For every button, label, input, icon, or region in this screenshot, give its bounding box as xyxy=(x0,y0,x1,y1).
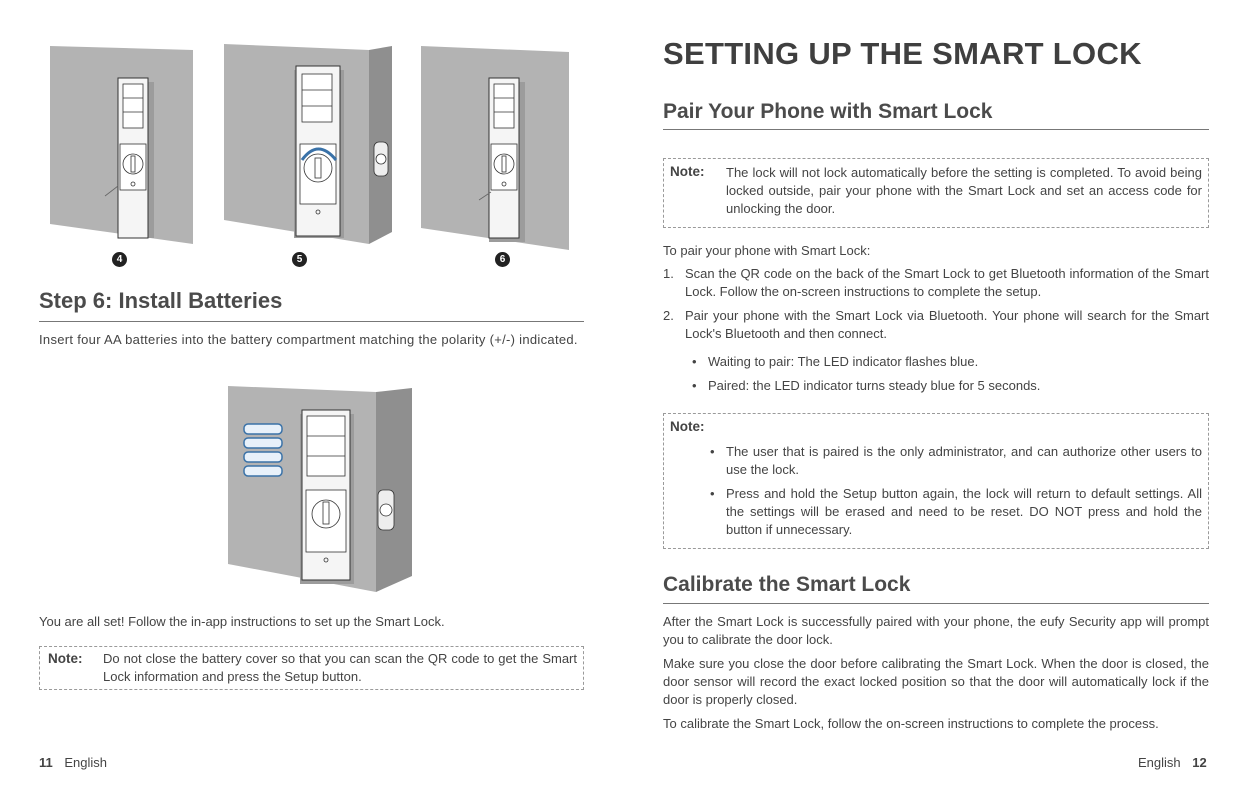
lock-note-text: The lock will not lock automatically before the setting is completed. To avoid being locked outside, pair your phone with the Smart Lock and set an access code for unlocking the door. xyxy=(726,165,1202,216)
pair-step-2-text: Pair your phone with the Smart Lock via Bluetooth. Your phone will search for the Smart Lock's Bluetooth and then connect. xyxy=(685,308,1209,341)
pair-rule xyxy=(663,129,1209,130)
lock-note-box xyxy=(663,158,1209,228)
calibrate-paragraph-3: To calibrate the Smart Lock, follow the on-screen instructions to complete the process. xyxy=(663,716,1159,731)
pair-step-1-number: 1. xyxy=(663,266,674,281)
pair-status-paired: • Paired: the LED indicator turns steady blue for 5 seconds. xyxy=(686,377,1206,395)
calibrate-paragraph-1: After the Smart Lock is successfully paired with your phone, the eufy Security app will prompt you to calibrate the door lock. xyxy=(663,614,1209,647)
battery-install-figure xyxy=(228,386,414,594)
figure-step-6 xyxy=(421,46,571,252)
figure-number-4: 4 xyxy=(112,252,127,267)
battery-note-text: Do not close the battery cover so that you can scan the QR code to get the Smart Lock information and press the Setup button. xyxy=(103,651,577,684)
admin-note-list xyxy=(704,443,1202,545)
admin-note-item-1: • The user that is paired is the only administrator, and can authorize other users to use the lock. xyxy=(704,443,1202,479)
pair-heading: Pair Your Phone with Smart Lock xyxy=(663,100,993,123)
calibrate-paragraph-2: Make sure you close the door before calibrating the Smart Lock. When the door is closed, the door sensor will record the exact locked position so that the door will automatically lock if the door is properly closed. xyxy=(663,656,1209,707)
left-language: English xyxy=(64,755,108,770)
calibrate-heading: Calibrate the Smart Lock xyxy=(663,573,911,596)
pair-step-1 xyxy=(663,265,1209,301)
pair-step-2-number: 2. xyxy=(663,308,674,323)
lock-note-label: Note: xyxy=(670,164,705,179)
all-set-text: You are all set! Follow the in-app instructions to set up the Smart Lock. xyxy=(39,614,445,629)
pair-status-list xyxy=(686,353,1206,401)
pair-steps-list xyxy=(663,265,1209,349)
step-6-rule xyxy=(39,321,584,322)
battery-note-label: Note: xyxy=(48,651,83,666)
admin-note-box xyxy=(663,413,1209,549)
admin-note-item-2: • Press and hold the Setup button again, the lock will return to default settings. All the settings will be erased and need to be reset. DO NOT press and hold the button if unnecessary. xyxy=(704,485,1202,539)
figure-number-6: 6 xyxy=(495,252,510,267)
pair-status-waiting: • Waiting to pair: The LED indicator flashes blue. xyxy=(686,353,1206,371)
pair-step-2 xyxy=(663,307,1209,343)
pair-intro: To pair your phone with Smart Lock: xyxy=(663,243,871,258)
calibrate-rule xyxy=(663,603,1209,604)
right-footer xyxy=(1138,755,1207,770)
page-title: SETTING UP THE SMART LOCK xyxy=(663,36,1142,71)
battery-note-box xyxy=(39,646,584,690)
admin-note-label: Note: xyxy=(670,419,705,434)
left-footer xyxy=(39,755,107,770)
step-6-text: Insert four AA batteries into the battery compartment matching the polarity (+/-) indicated. xyxy=(39,332,578,347)
pair-step-1-text: Scan the QR code on the back of the Smart Lock to get Bluetooth information of the Smart Lock. Follow the on-screen instructions to complete the setup. xyxy=(685,266,1209,299)
step-6-heading: Step 6: Install Batteries xyxy=(39,288,283,313)
figure-number-5: 5 xyxy=(292,252,307,267)
figure-step-4 xyxy=(50,46,195,244)
right-language: English xyxy=(1138,755,1181,770)
left-page-number: 11 xyxy=(39,755,53,770)
figure-step-5 xyxy=(224,44,396,246)
right-page-number: 12 xyxy=(1192,755,1207,770)
